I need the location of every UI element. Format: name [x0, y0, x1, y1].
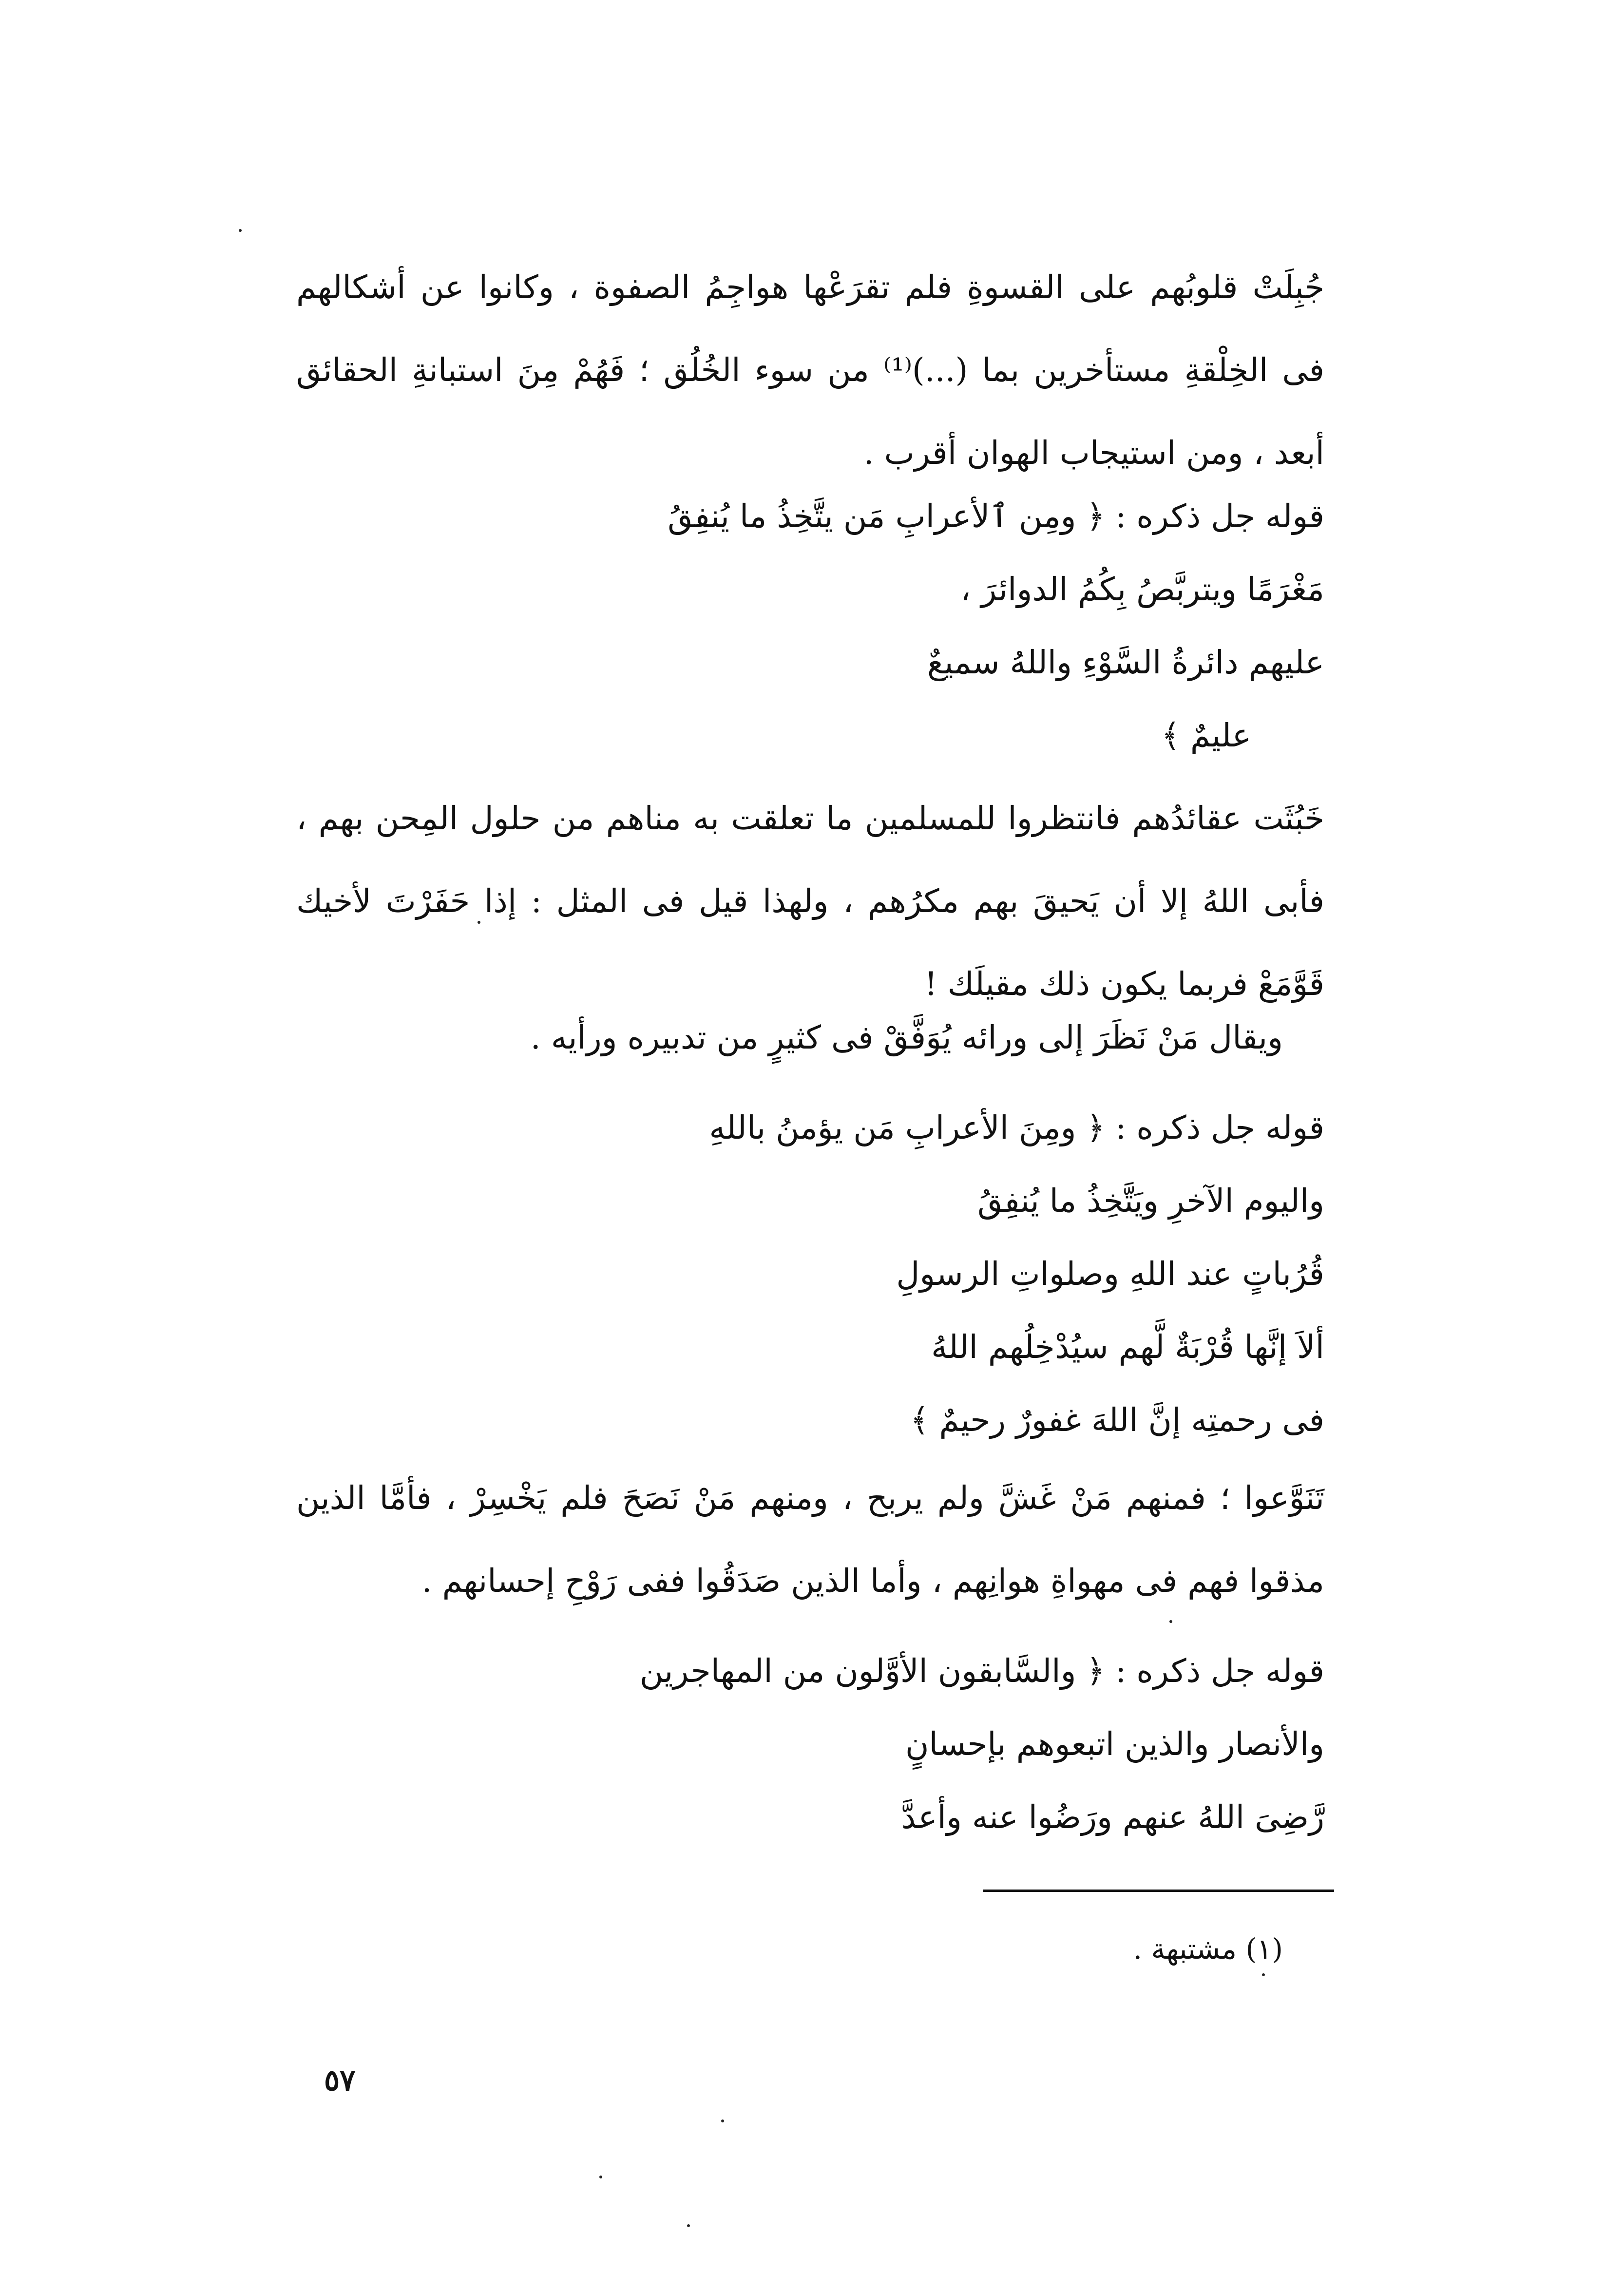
scan-speck	[1262, 1973, 1265, 1976]
verse-line: قوله جل ذكره : ﴿ ومِن ٱلأعرابِ مَن يتَّخِذُ ما يُنفِقُ	[668, 497, 1324, 535]
verse-line: رَّضِىَ اللهُ عنهم ورَضُوا عنه وأعدَّ	[901, 1798, 1324, 1836]
verse-block-1	[545, 480, 1324, 772]
scan-speck	[599, 2176, 602, 2178]
verse-line: واليوم الآخرِ ويَتَّخِذُ ما يُنفِقُ	[977, 1182, 1324, 1220]
page-number: ٥٧	[324, 2063, 356, 2098]
paragraph-4: تَنَوَّعوا ؛ فمنهم مَنْ غَشَّ ولم يربح ، ومنهم مَنْ نَصَحَ فلم يَخْسِرْ ، فأمَّا الذين مذقوا فهم فى مهواةِ هوانِهم ، وأما الذين صَدَقُوا ففى رَوْحِ إحسانهم .	[296, 1479, 1324, 1600]
scan-speck	[239, 229, 242, 232]
verse-line: ألاَ إنَّها قُرْبَةٌ لَّهم سيُدْخِلُهم اللهُ	[931, 1328, 1324, 1366]
scan-speck	[478, 921, 480, 924]
paragraph-2: خَبُثَت عقائدُهم فانتظروا للمسلمين ما تعلقت به مناهم من حلول المِحن بهم ، فأبى اللهُ إلا أن يَحيقَ بهم مكرُهم ، ولهذا قيل فى المثل : إذا حَفَرْتَ لأخيك قَوَّمَعْ فربما يكون ذلك مقيلَك !	[296, 800, 1324, 1003]
verse-block-3	[545, 1635, 1324, 1854]
footnote: (١) مشتبهة .	[1133, 1932, 1283, 1966]
footnote-divider	[983, 1890, 1334, 1892]
verse-line: قُرُباتٍ عند اللهِ وصلواتِ الرسولِ	[896, 1255, 1324, 1293]
scan-speck	[1169, 1620, 1172, 1623]
paragraph-3: ويقال مَنْ نَظَرَ إلى ورائه يُوَفَّقْ فى كثيرٍ من تدبيره ورأيه .	[530, 1019, 1283, 1056]
paragraph-1: جُبِلَتْ قلوبُهم على القسوةِ فلم تقرَعْها هواجِمُ الصفوة ، وكانوا عن أشكالهم فى الخِلْقةِ مستأخرين بما (...)⁽¹⁾ من سوء الخُلُق ؛ فَهُمْ مِنَ استبانةِ الحقائق أبعد ، ومن استيجاب الهوان أقرب .	[296, 268, 1324, 472]
verse-line: عليهم دائرةُ السَّوْءِ واللهُ سميعٌ	[927, 644, 1324, 681]
verse-line: مَغْرَمًا ويتربَّصُ بِكُمُ الدوائرَ ،	[960, 571, 1324, 608]
scan-speck	[721, 2119, 724, 2122]
verse-line: عليمٌ ﴾	[1161, 717, 1251, 754]
verse-line: قوله جل ذكره : ﴿ والسَّابقون الأوَّلون من المهاجرين	[639, 1652, 1324, 1690]
verse-line: والأنصار والذين اتبعوهم بإحسانٍ	[905, 1725, 1324, 1763]
verse-line: فى رحمتِه إنَّ اللهَ غفورٌ رحيمٌ ﴾	[910, 1401, 1324, 1439]
verse-line: قوله جل ذكره : ﴿ ومِنَ الأعرابِ مَن يؤمنُ باللهِ	[709, 1109, 1324, 1146]
verse-block-2	[545, 1091, 1324, 1457]
scan-speck	[687, 2224, 690, 2227]
